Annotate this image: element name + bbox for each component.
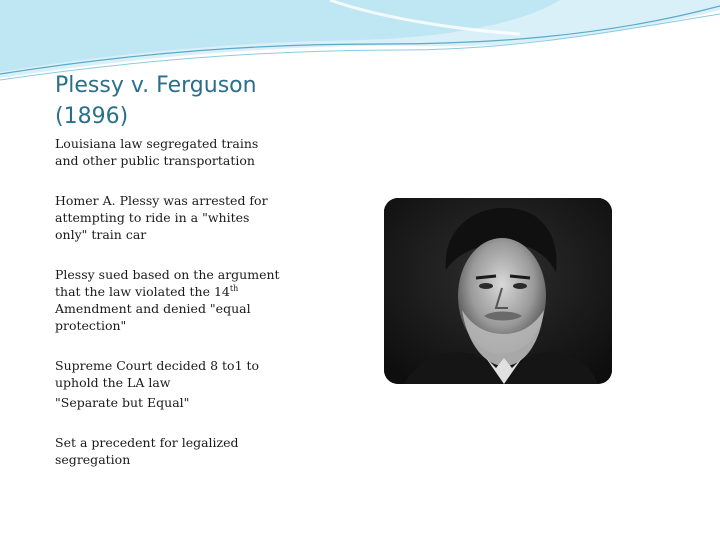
slide-body	[55, 135, 280, 468]
slide-title	[55, 70, 355, 132]
bullet-lawsuit	[55, 266, 280, 334]
portrait-image	[384, 198, 612, 384]
bullet-lawsuit-text: Plessy sued based on the argument that the law violated the 14	[55, 267, 280, 299]
slide-title-line2: (1896)	[55, 104, 129, 129]
superscript-th: th	[229, 283, 239, 293]
portrait-photo	[384, 198, 612, 384]
bullet-court-decision: Supreme Court decided 8 to1 to uphold the LA law	[55, 358, 260, 390]
bullet-arrest: Homer A. Plessy was arrested for attempting to ride in a "whites only" train car	[55, 193, 268, 242]
bullet-law: Louisiana law segregated trains and other public transportation	[55, 136, 259, 168]
bullet-precedent: Set a precedent for legalized segregation	[55, 435, 239, 467]
bullet-lawsuit-text-end: Amendment and denied "equal protection"	[55, 301, 251, 333]
slide-title-line1: Plessy v. Ferguson	[55, 73, 257, 98]
bullet-separate-but-equal: "Separate but Equal"	[55, 395, 190, 410]
